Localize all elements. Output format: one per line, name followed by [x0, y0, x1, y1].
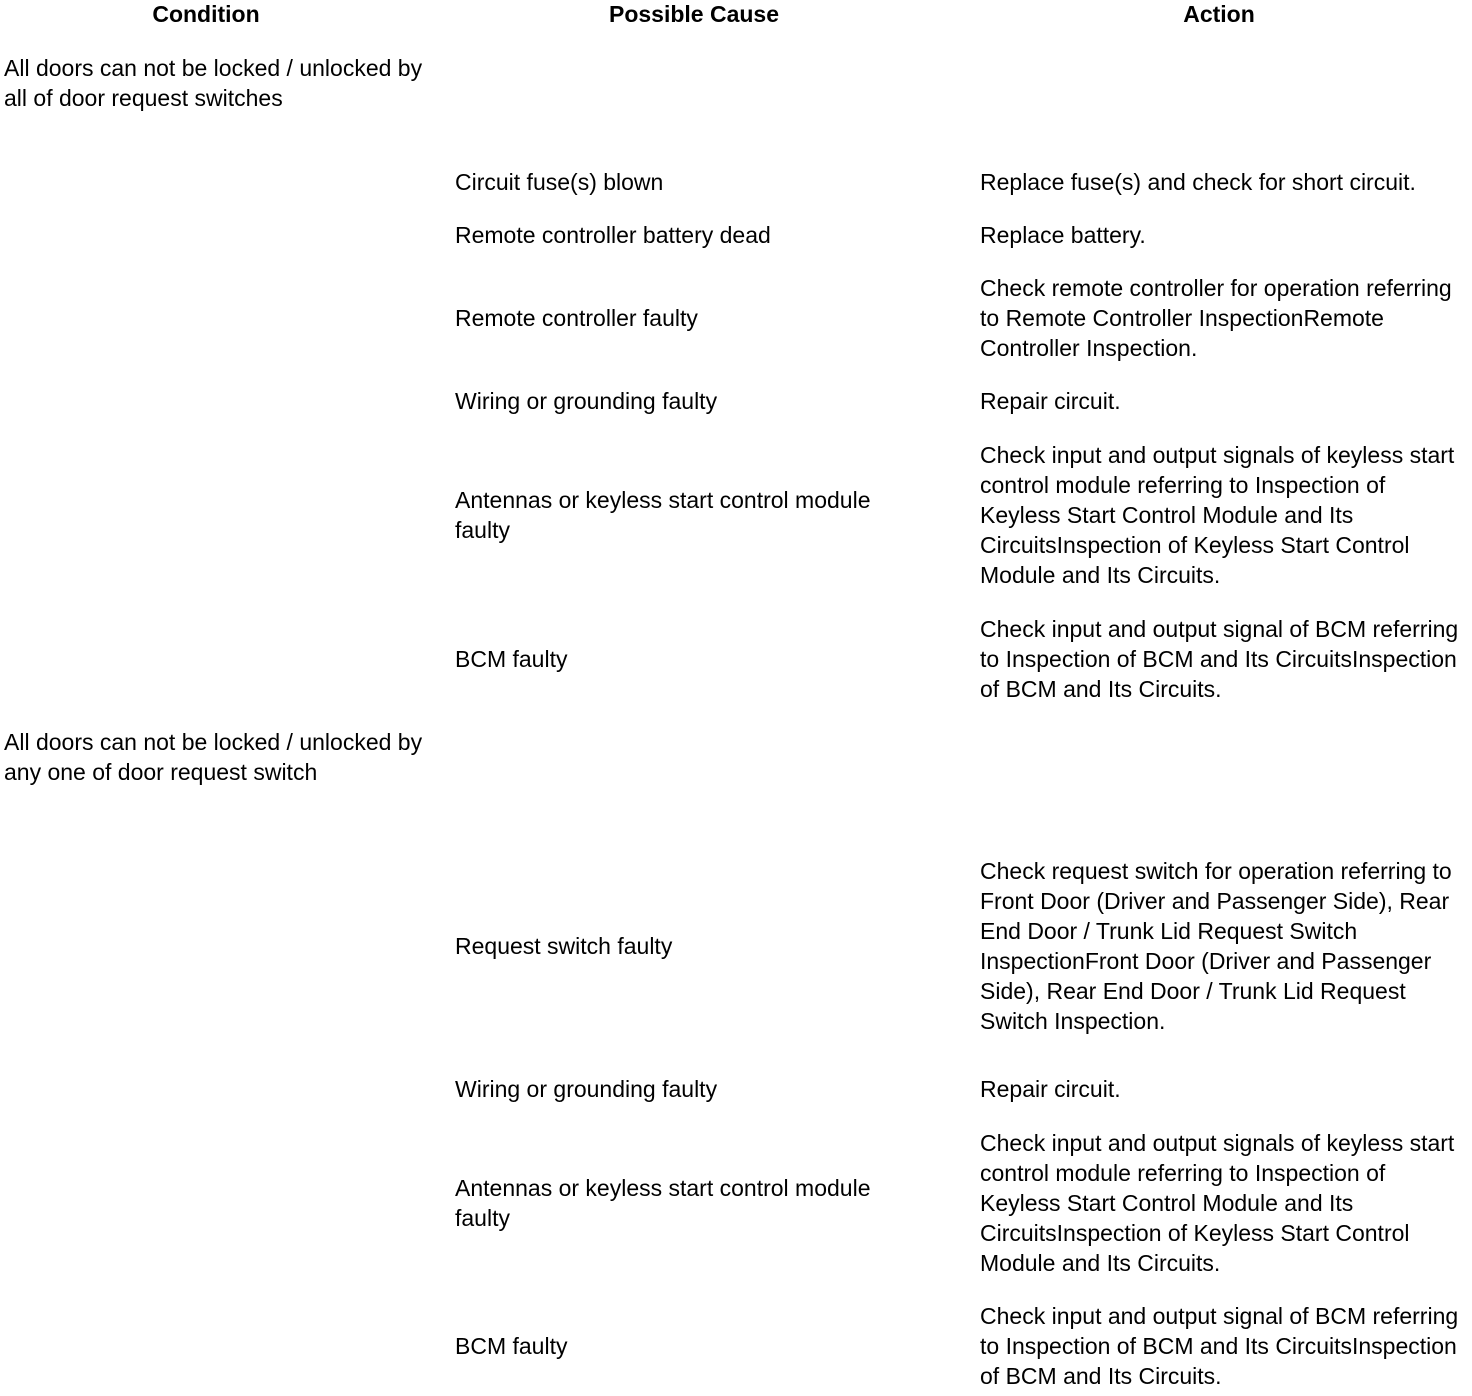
action-cell: Check request switch for operation referring to Front Door (Driver and Passenger Side), Rear End Door / Trunk Lid Request Switch InspectionFront Door (Driver and Passenger Side), Rear End Door / Trunk Lid Request Switch Inspection. [980, 858, 1452, 1034]
cause-cell: Request switch faulty [455, 933, 673, 959]
action-cell: Check input and output signal of BCM referring to Inspection of BCM and Its CircuitsInspection of BCM and Its Circuits. [980, 1303, 1459, 1389]
header-condition: Condition [152, 1, 260, 27]
header-possible-cause: Possible Cause [608, 1, 780, 27]
cause-cell: Wiring or grounding faulty [455, 1076, 718, 1102]
header-action: Action [1183, 1, 1255, 27]
action-cell: Check input and output signals of keyless start control module referring to Inspection of Keyless Start Control Module and Its CircuitsInspection of Keyless Start Control Module and Its Circuits. [980, 442, 1455, 588]
cause-cell: Antennas or keyless start control module faulty [455, 1175, 871, 1231]
action-cell: Replace fuse(s) and check for short circuit. [980, 169, 1416, 195]
cause-cell: Circuit fuse(s) blown [455, 169, 664, 195]
cause-cell: Remote controller battery dead [455, 222, 771, 248]
cause-cell: Remote controller faulty [455, 305, 698, 331]
cause-cell: Antennas or keyless start control module faulty [455, 487, 871, 543]
action-cell: Check input and output signals of keyless start control module referring to Inspection of Keyless Start Control Module and Its CircuitsInspection of Keyless Start Control Module and Its Circuits. [980, 1130, 1455, 1276]
condition-1: All doors can not be locked / unlocked by all of door request switches [4, 55, 423, 111]
action-cell: Replace battery. [980, 222, 1146, 248]
action-cell: Check remote controller for operation referring to Remote Controller InspectionRemote Controller Inspection. [980, 275, 1452, 361]
cause-cell: Wiring or grounding faulty [455, 388, 718, 414]
cause-cell: BCM faulty [455, 646, 568, 672]
action-cell: Check input and output signal of BCM referring to Inspection of BCM and Its CircuitsInspection of BCM and Its Circuits. [980, 616, 1459, 702]
cause-cell: BCM faulty [455, 1333, 568, 1359]
condition-2: All doors can not be locked / unlocked by any one of door request switch [4, 729, 423, 785]
action-cell: Repair circuit. [980, 1076, 1121, 1102]
action-cell: Repair circuit. [980, 388, 1121, 414]
